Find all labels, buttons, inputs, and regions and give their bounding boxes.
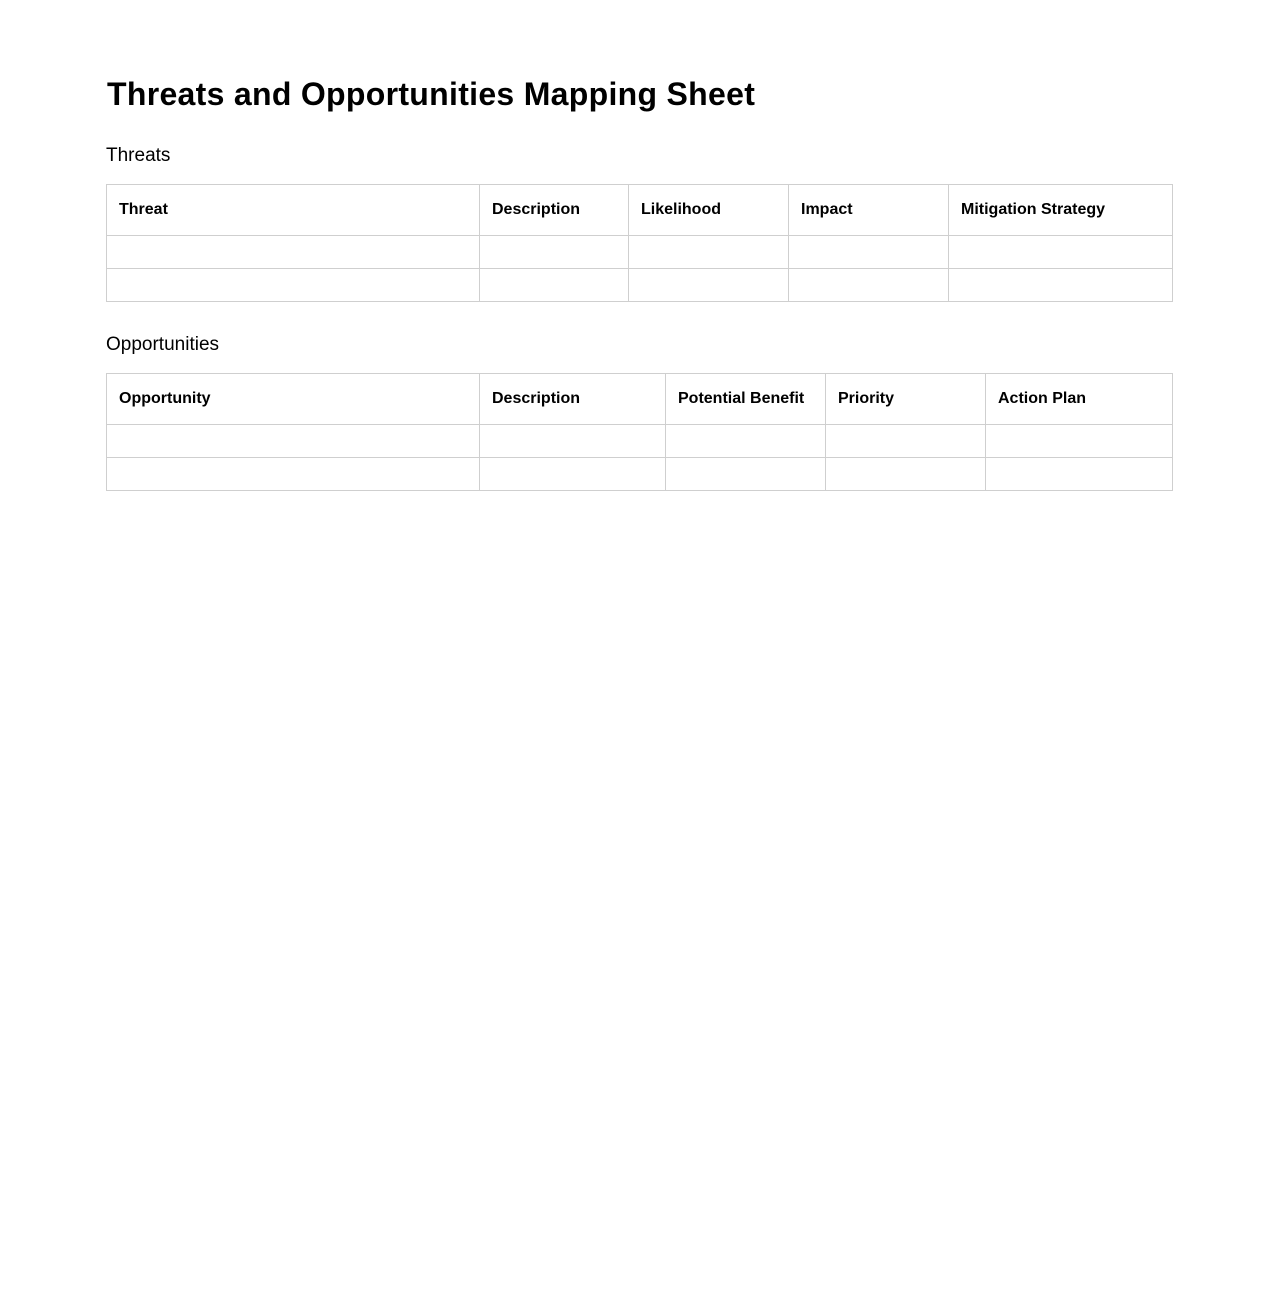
document-page	[0, 0, 1278, 491]
table-cell[interactable]	[789, 236, 949, 269]
threats-table	[106, 184, 1173, 302]
table-cell[interactable]	[629, 236, 789, 269]
threats-column-likelihood: Likelihood	[629, 185, 789, 236]
opportunities-column-description: Description	[480, 374, 666, 425]
threats-section-heading: Threats	[106, 145, 171, 166]
opportunities-table	[106, 373, 1173, 491]
opportunities-column-potential-benefit: Potential Benefit	[666, 374, 826, 425]
threats-header-row	[107, 185, 1173, 236]
table-cell[interactable]	[666, 425, 826, 458]
table-cell[interactable]	[826, 425, 986, 458]
table-cell[interactable]	[480, 425, 666, 458]
table-row	[107, 269, 1173, 302]
table-cell[interactable]	[986, 425, 1173, 458]
table-cell[interactable]	[480, 269, 629, 302]
table-cell[interactable]	[666, 458, 826, 491]
opportunities-section-heading: Opportunities	[106, 334, 220, 355]
table-cell[interactable]	[480, 236, 629, 269]
table-cell[interactable]	[789, 269, 949, 302]
table-cell[interactable]	[986, 458, 1173, 491]
table-row	[107, 236, 1173, 269]
table-cell[interactable]	[107, 236, 480, 269]
threats-column-threat: Threat	[107, 185, 480, 236]
threats-column-impact: Impact	[789, 185, 949, 236]
table-cell[interactable]	[107, 425, 480, 458]
opportunities-column-action-plan: Action Plan	[986, 374, 1173, 425]
page-title: Threats and Opportunities Mapping Sheet	[107, 76, 756, 112]
threats-column-mitigation-strategy: Mitigation Strategy	[949, 185, 1173, 236]
table-cell[interactable]	[826, 458, 986, 491]
table-cell[interactable]	[107, 269, 480, 302]
table-cell[interactable]	[107, 458, 480, 491]
table-cell[interactable]	[949, 269, 1173, 302]
opportunities-header-row	[107, 374, 1173, 425]
table-row	[107, 458, 1173, 491]
threats-column-description: Description	[480, 185, 629, 236]
table-cell[interactable]	[629, 269, 789, 302]
opportunities-column-opportunity: Opportunity	[107, 374, 480, 425]
table-cell[interactable]	[949, 236, 1173, 269]
table-cell[interactable]	[480, 458, 666, 491]
opportunities-column-priority: Priority	[826, 374, 986, 425]
table-row	[107, 425, 1173, 458]
